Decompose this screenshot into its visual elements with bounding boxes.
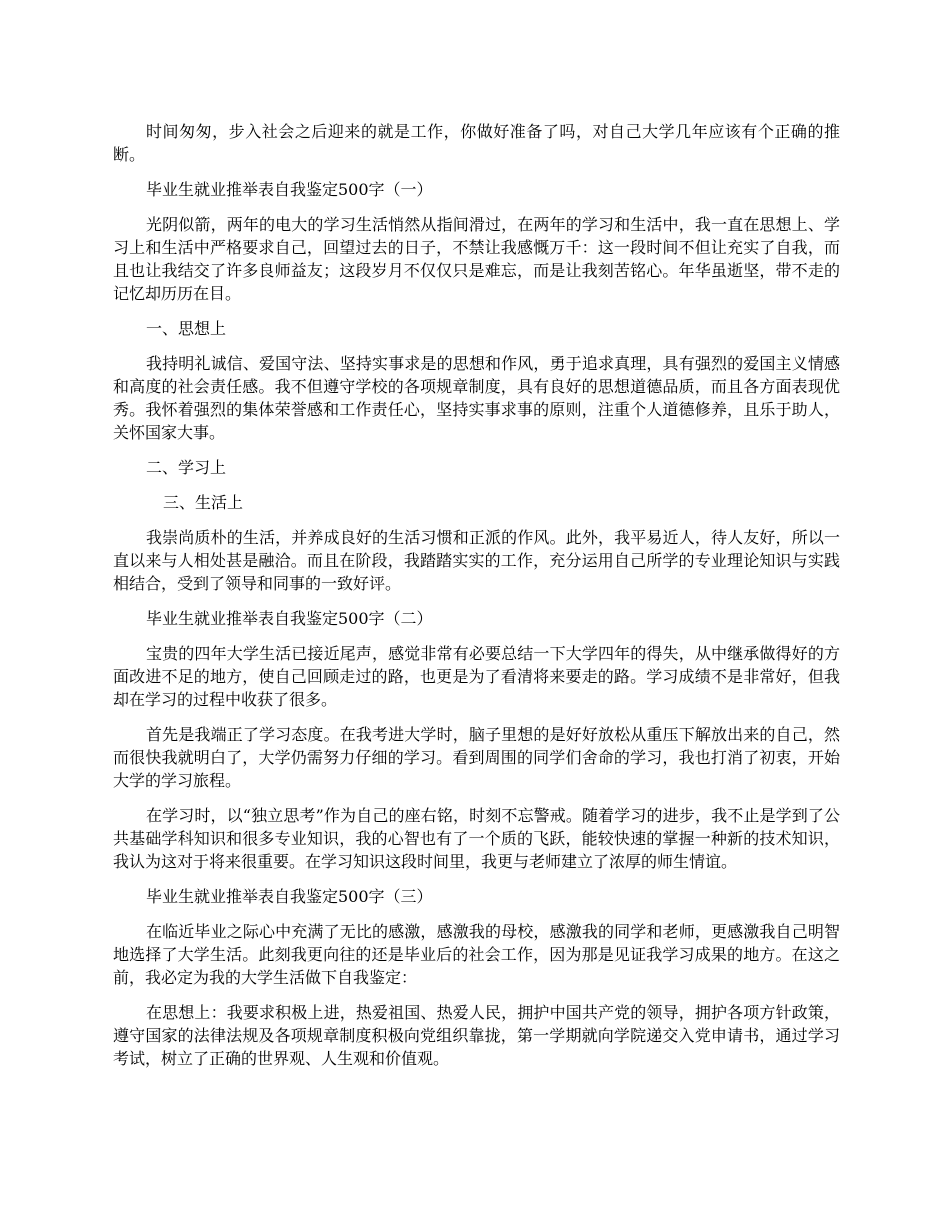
body-paragraph: 宝贵的四年大学生活已接近尾声，感觉非常有必要总结一下大学四年的得失，从中继承做得好的方面改进不足的地方，使自己回顾走过的路，也更是为了看清将来要走的路。学习成绩不是非常好，但我却在学习的过程中收获了很多。	[113, 644, 840, 709]
body-paragraph: 我崇尚质朴的生活，并养成良好的生活习惯和正派的作风。此外，我平易近人，待人友好，所以一直以来与人相处甚是融洽。而且在阶段，我踏踏实实的工作，充分运用自己所学的专业理论知识与实践相结合，受到了领导和同事的一致好评。	[113, 528, 840, 593]
subheading-life: 三、生活上	[163, 493, 244, 512]
subheading-thought: 一、思想上	[146, 319, 227, 338]
document-page	[113, 120, 840, 1082]
body-paragraph: 光阴似箭，两年的电大的学习生活悄然从指间滑过，在两年的学习和生活中，我一直在思想上、学习上和生活中严格要求自己，回望过去的日子，不禁让我感慨万千：这一段时间不但让充实了自我，而且也让我结交了许多良师益友；这段岁月不仅仅只是难忘，而是让我刻苦铭心。年华虽逝坚，带不走的记忆却历历在目。	[113, 215, 840, 303]
body-paragraph: 在临近毕业之际心中充满了无比的感激，感激我的母校，感激我的同学和老师，更感激我自己明智地选择了大学生活。此刻我更向往的还是毕业后的社会工作，因为那是见证我学习成果的地方。在这之前，我必定为我的大学生活做下自我鉴定：	[113, 922, 840, 987]
section-title-2: 毕业生就业推举表自我鉴定500字（二）	[146, 609, 433, 628]
section-title-3: 毕业生就业推举表自我鉴定500字（三）	[146, 887, 433, 906]
body-paragraph: 在思想上：我要求积极上进，热爱祖国、热爱人民，拥护中国共产党的领导，拥护各项方针政策，遵守国家的法律法规及各项规章制度积极向党组织靠拢，第一学期就向学院递交入党申请书，通过学习考试，树立了正确的世界观、人生观和价值观。	[113, 1003, 840, 1068]
body-paragraph: 我持明礼诚信、爱国守法、坚持实事求是的思想和作风，勇于追求真理，具有强烈的爱国主义情感和高度的社会责任感。我不但遵守学校的各项规章制度，具有良好的思想道德品质，而且各方面表现优秀。我怀着强烈的集体荣誉感和工作责任心，坚持实事求事的原则，注重个人道德修养，且乐于助人，关怀国家大事。	[113, 354, 840, 442]
section-title-1: 毕业生就业推举表自我鉴定500字（一）	[146, 180, 433, 199]
intro-paragraph: 时间匆匆，步入社会之后迎来的就是工作，你做好准备了吗，对自己大学几年应该有个正确的推断。	[113, 122, 840, 164]
body-paragraph: 在学习时，以“独立思考”作为自己的座右铭，时刻不忘警戒。随着学习的进步，我不止是学到了公共基础学科知识和很多专业知识，我的心智也有了一个质的飞跃，能较快速的掌握一种新的技术知识，我认为这对于将来很重要。在学习知识这段时间里，我更与老师建立了浓厚的师生情谊。	[113, 806, 840, 871]
subheading-study: 二、学习上	[146, 458, 227, 477]
body-paragraph: 首先是我端正了学习态度。在我考进大学时，脑子里想的是好好放松从重压下解放出来的自己，然而很快我就明白了，大学仍需努力仔细的学习。看到周围的同学们舍命的学习，我也打消了初衷，开始大学的学习旅程。	[113, 725, 840, 790]
